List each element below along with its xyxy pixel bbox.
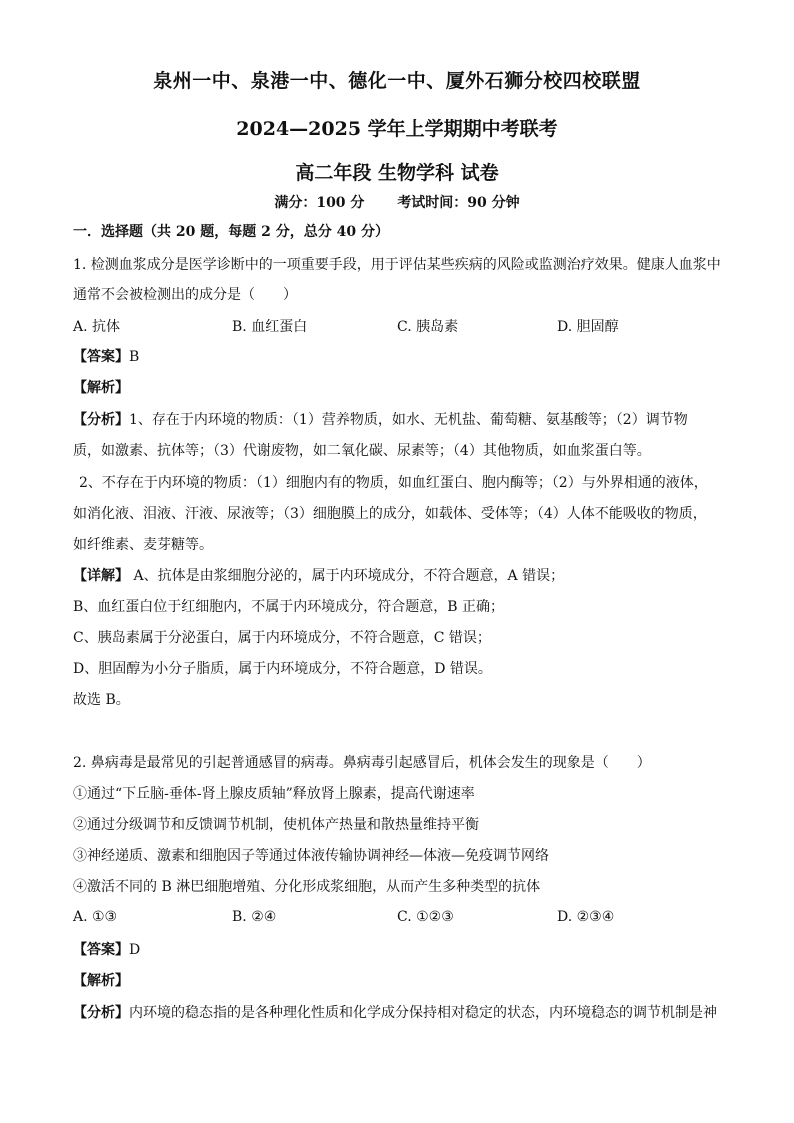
fenxi-text: 1、存在于内环境的物质：（1）营养物质，如水、无机盐、葡萄糖、氨基酸等；（2）调节物 (129, 412, 688, 428)
answer-value: B (129, 349, 140, 365)
detail-tag: 【详解】 (73, 568, 129, 584)
q1-answer (73, 347, 733, 367)
q1-option-c: C. 胰岛素 (397, 319, 459, 335)
q2-option-d: D. ②③④ (557, 909, 615, 925)
detail-text: A、抗体是由浆细胞分泌的，属于内环境成分，不符合题意，A 错误； (133, 568, 565, 584)
q1-detail-line2: B、血红蛋白位于红细胞内，不属于内环境成分，符合题意，B 正确； (73, 599, 505, 615)
q1-detail-line4: D、胆固醇为小分子脂质，属于内环境成分，不符合题意，D 错误。 (73, 661, 492, 677)
exam-time: 考试时间：90 分钟 (397, 195, 520, 211)
q2-option-b: B. ②④ (232, 909, 277, 925)
q1-option-a: A. 抗体 (73, 319, 121, 335)
q1-detail-line1 (73, 566, 733, 586)
section-title: 一．选择题（共 20 题，每题 2 分，总分 40 分） (73, 224, 389, 240)
q1-stem-line1: 1. 检测血浆成分是医学诊断中的一项重要手段，用于评估某些疾病的风险或监测治疗效果。健康人血浆中 (73, 257, 721, 273)
q2-fenxi-line1 (73, 1003, 733, 1023)
score-time-line (0, 192, 794, 212)
q1-detail-line3: C、胰岛素属于分泌蛋白，属于内环境成分，不符合题意，C 错误； (73, 630, 491, 646)
q2-item2: ②通过分级调节和反馈调节机制，使机体产热量和散热量维持平衡 (73, 817, 479, 833)
fenxi-text: 内环境的稳态指的是各种理化性质和化学成分保持相对稳定的状态，内环境稳态的调节机制是神 (129, 1005, 717, 1021)
fenxi-tag: 【分析】 (73, 412, 129, 428)
answer-tag: 【答案】 (73, 942, 129, 958)
school-line: 泉州一中、泉港一中、德化一中、厦外石狮分校四校联盟 (153, 70, 641, 92)
q2-option-a: A. ①③ (73, 909, 118, 925)
q1-conclusion: 故选 B。 (73, 692, 130, 708)
exam-line: 2024—2025 学年上学期期中考联考 (236, 118, 558, 140)
answer-value: D (129, 942, 141, 958)
q1-analysis-tag: 【解析】 (73, 380, 129, 396)
q1-fenxi-line1 (73, 410, 733, 430)
q2-item4: ④激活不同的 B 淋巴细胞增殖、分化形成浆细胞，从而产生多种类型的抗体 (73, 879, 541, 895)
fenxi-tag: 【分析】 (73, 1005, 129, 1021)
q1-option-b: B. 血红蛋白 (232, 319, 308, 335)
q1-fenxi-line4: 如消化液、泪液、汗液、尿液等；（3）细胞膜上的成分，如载体、受体等；（4）人体不能吸收的物质， (73, 506, 707, 522)
q2-option-c: C. ①②③ (397, 909, 454, 925)
q2-analysis-tag: 【解析】 (73, 973, 129, 989)
q1-fenxi-line2: 质，如激素、抗体等；（3）代谢废物，如二氧化碳、尿素等；（4）其他物质，如血浆蛋白等。 (73, 443, 651, 459)
q2-answer (73, 940, 733, 960)
q2-item1: ①通过“下丘脑-垂体-肾上腺皮质轴”释放肾上腺素，提高代谢速率 (73, 786, 475, 802)
answer-tag: 【答案】 (73, 349, 129, 365)
subject-line: 高二年段 生物学科 试卷 (295, 162, 499, 184)
q1-fenxi-line3: 2、不存在于内环境的物质：（1）细胞内有的物质，如血红蛋白、胞内酶等；（2）与外界相通的液体， (79, 475, 708, 491)
q1-stem-line2: 通常不会被检测出的成分是（ ） (73, 287, 297, 303)
q2-stem: 2. 鼻病毒是最常见的引起普通感冒的病毒。鼻病毒引起感冒后，机体会发生的现象是（ ） (73, 755, 651, 771)
q2-item3: ③神经递质、激素和细胞因子等通过体液传输协调神经—体液—免疫调节网络 (73, 848, 549, 864)
q1-fenxi-line5: 如纤维素、麦芽糖等。 (73, 537, 213, 553)
full-score: 满分：100 分 (274, 195, 365, 211)
q1-option-d: D. 胆固醇 (557, 319, 619, 335)
